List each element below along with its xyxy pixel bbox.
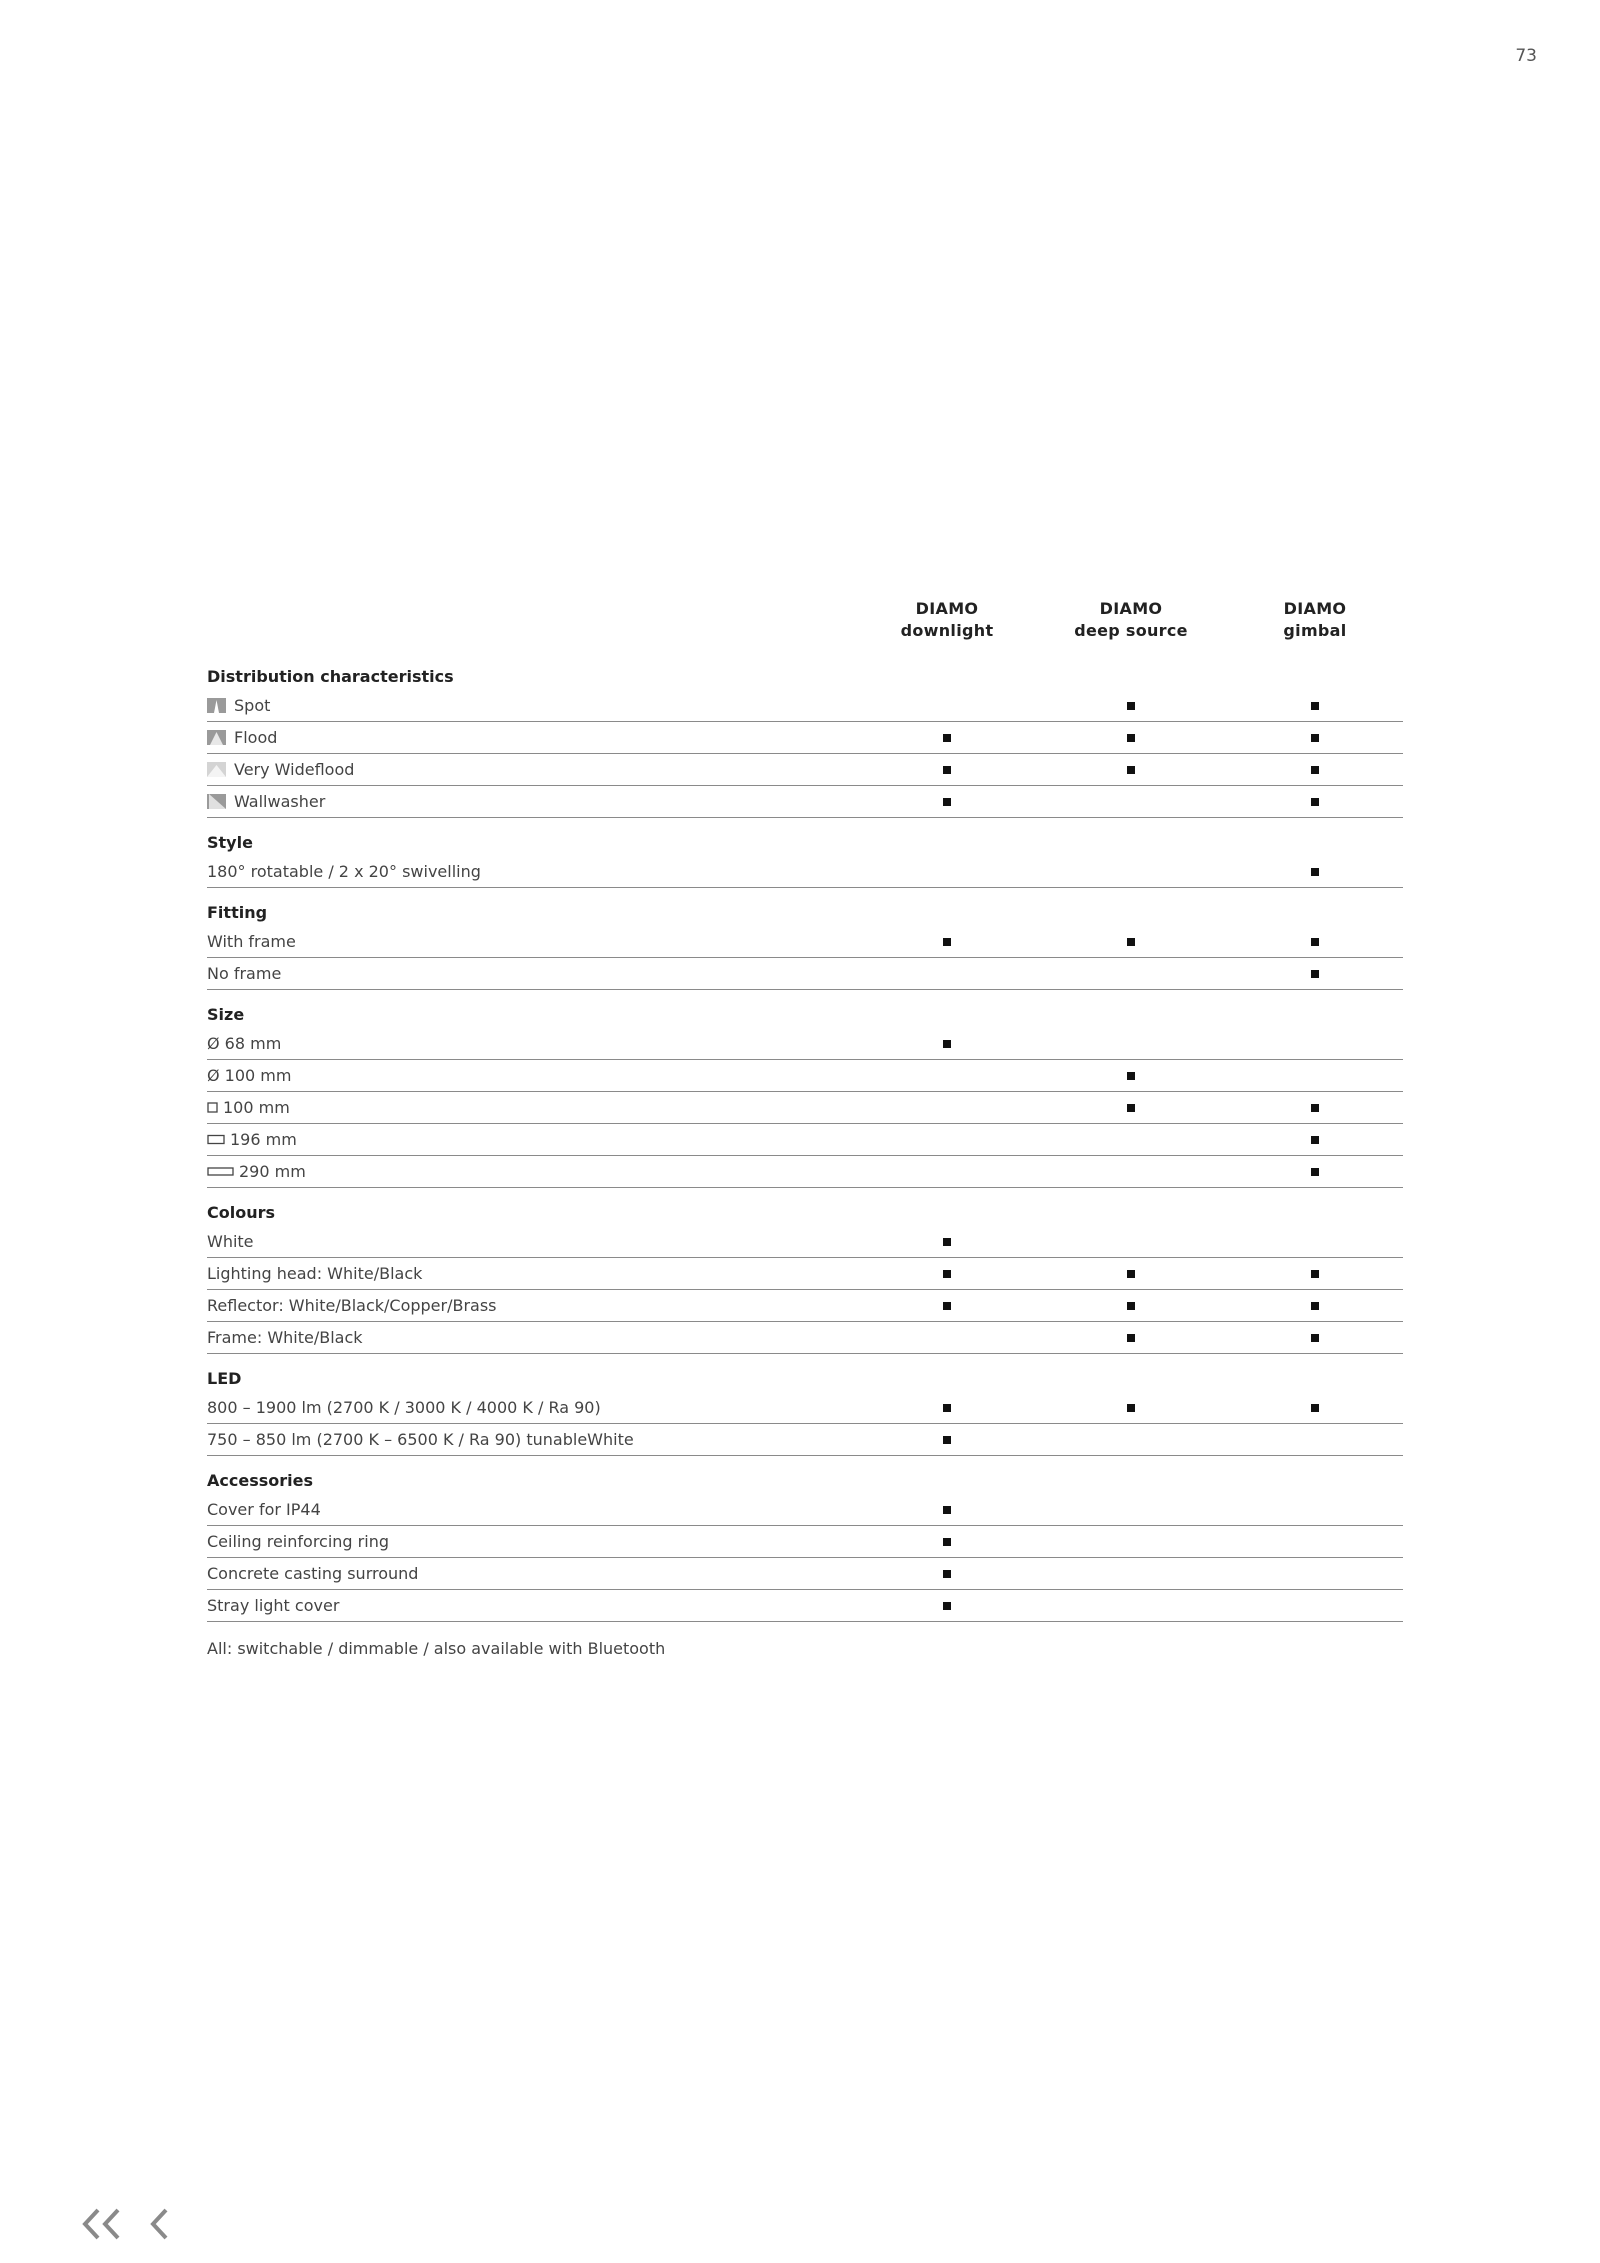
column-header-line1: DIAMO: [1099, 599, 1163, 618]
availability-mark: [943, 1404, 951, 1412]
row-label-wrap: [207, 1226, 254, 1257]
availability-mark: [1311, 766, 1319, 774]
row-label-wrap: [207, 1322, 363, 1353]
table-row: [207, 1392, 1403, 1424]
wide-rectangle-icon: [207, 1166, 234, 1177]
group-title: Fitting: [207, 903, 268, 922]
row-label: Concrete casting surround: [207, 1564, 419, 1583]
bottom-navigation: [80, 2207, 172, 2245]
availability-mark: [1311, 1104, 1319, 1112]
row-label-wrap: [207, 1028, 281, 1059]
row-label: White: [207, 1232, 254, 1251]
column-header: [1041, 598, 1221, 642]
group-title: Distribution characteristics: [207, 667, 454, 686]
row-label: 196 mm: [230, 1130, 297, 1149]
table-row: [207, 1290, 1403, 1322]
table-row: [207, 1526, 1403, 1558]
wallwasher-icon: [207, 794, 226, 809]
row-label: Cover for IP44: [207, 1500, 321, 1519]
footnote: All: switchable / dimmable / also available with Bluetooth: [207, 1639, 666, 1658]
table-group: [207, 1366, 1403, 1456]
row-label: No frame: [207, 964, 282, 983]
row-label: Frame: White/Black: [207, 1328, 363, 1347]
row-label-wrap: [207, 722, 277, 753]
column-header-line2: deep source: [1074, 621, 1188, 640]
availability-mark: [943, 1270, 951, 1278]
availability-mark: [943, 798, 951, 806]
row-label: 800 – 1900 lm (2700 K / 3000 K / 4000 K / Ra 90): [207, 1398, 601, 1417]
table-row: [207, 1424, 1403, 1456]
column-header-line1: DIAMO: [1283, 599, 1347, 618]
availability-mark: [1311, 868, 1319, 876]
availability-mark: [943, 1040, 951, 1048]
row-label-wrap: [207, 1558, 418, 1589]
availability-mark: [1311, 1404, 1319, 1412]
availability-mark: [1127, 1302, 1135, 1310]
availability-mark: [1311, 938, 1319, 946]
table-body: [207, 664, 1403, 1622]
availability-mark: [1311, 1136, 1319, 1144]
group-title: Size: [207, 1005, 245, 1024]
availability-mark: [1127, 1404, 1135, 1412]
row-label: 100 mm: [223, 1098, 290, 1117]
availability-mark: [1311, 1334, 1319, 1342]
table-row: [207, 1558, 1403, 1590]
availability-mark: [1311, 970, 1319, 978]
spot-icon: [207, 698, 226, 713]
table-row: [207, 1092, 1403, 1124]
row-label: Flood: [234, 728, 278, 747]
availability-mark: [943, 1238, 951, 1246]
flood-icon: [207, 730, 226, 745]
square-icon: [207, 1102, 218, 1113]
group-title: LED: [207, 1369, 242, 1388]
availability-mark: [1311, 798, 1319, 806]
row-label-wrap: [207, 1590, 339, 1621]
table-row: [207, 926, 1403, 958]
table-group: [207, 664, 1403, 818]
table-row: [207, 1156, 1403, 1188]
availability-mark: [1311, 1270, 1319, 1278]
table-row: [207, 1258, 1403, 1290]
column-header-line1: DIAMO: [915, 599, 979, 618]
row-label-wrap: [207, 958, 281, 989]
row-label-wrap: [207, 1290, 497, 1321]
comparison-table: [207, 598, 1403, 1664]
very-wideflood-icon: [207, 762, 226, 777]
table-group: [207, 830, 1403, 888]
row-label-wrap: [207, 1060, 291, 1091]
column-header: [1225, 598, 1405, 642]
availability-mark: [943, 734, 951, 742]
availability-mark: [1127, 938, 1135, 946]
row-label-wrap: [207, 1092, 290, 1123]
table-row: [207, 754, 1403, 786]
table-row: [207, 1028, 1403, 1060]
row-label: Very Wideflood: [234, 760, 355, 779]
row-label-wrap: [207, 1494, 321, 1525]
row-label-wrap: [207, 690, 270, 721]
chevron-left-icon[interactable]: [148, 2207, 172, 2245]
double-chevron-left-icon[interactable]: [80, 2207, 124, 2245]
availability-mark: [1127, 1334, 1135, 1342]
table-group: [207, 1002, 1403, 1188]
row-label: With frame: [207, 932, 296, 951]
row-label-wrap: [207, 1258, 422, 1289]
row-label: Lighting head: White/Black: [207, 1264, 423, 1283]
row-label-wrap: [207, 786, 325, 817]
availability-mark: [943, 938, 951, 946]
availability-mark: [943, 1506, 951, 1514]
availability-mark: [1311, 1302, 1319, 1310]
page-number: 73: [1515, 46, 1537, 66]
table-group: [207, 900, 1403, 990]
column-header-line2: downlight: [900, 621, 994, 640]
table-row: [207, 1124, 1403, 1156]
table-row: [207, 958, 1403, 990]
row-label: Ø 100 mm: [207, 1066, 292, 1085]
column-header-line2: gimbal: [1283, 621, 1347, 640]
availability-mark: [1311, 734, 1319, 742]
group-title: Colours: [207, 1203, 276, 1222]
availability-mark: [1127, 734, 1135, 742]
row-label: Ø 68 mm: [207, 1034, 282, 1053]
table-row: [207, 1226, 1403, 1258]
table-row: [207, 722, 1403, 754]
availability-mark: [1127, 1270, 1135, 1278]
table-group: [207, 1468, 1403, 1622]
availability-mark: [1311, 1168, 1319, 1176]
availability-mark: [943, 1302, 951, 1310]
table-row: [207, 1494, 1403, 1526]
row-label: 750 – 850 lm (2700 K – 6500 K / Ra 90) tunableWhite: [207, 1430, 634, 1449]
table-row: [207, 1060, 1403, 1092]
availability-mark: [1127, 702, 1135, 710]
row-label-wrap: [207, 1526, 389, 1557]
column-headers: [207, 598, 1403, 664]
row-label: 290 mm: [239, 1162, 306, 1181]
availability-mark: [1127, 1104, 1135, 1112]
row-label-wrap: [207, 1424, 634, 1455]
availability-mark: [1311, 702, 1319, 710]
table-row: [207, 856, 1403, 888]
availability-mark: [1127, 766, 1135, 774]
row-label: Reflector: White/Black/Copper/Brass: [207, 1296, 497, 1315]
table-row: [207, 1322, 1403, 1354]
row-label: Stray light cover: [207, 1596, 340, 1615]
row-label: Spot: [234, 696, 271, 715]
row-label-wrap: [207, 856, 481, 887]
availability-mark: [943, 1602, 951, 1610]
table-group: [207, 1200, 1403, 1354]
group-title: Style: [207, 833, 253, 852]
row-label: Wallwasher: [234, 792, 326, 811]
rectangle-icon: [207, 1134, 225, 1145]
row-label: 180° rotatable / 2 x 20° swivelling: [207, 862, 481, 881]
row-label-wrap: [207, 1156, 306, 1187]
row-label-wrap: [207, 1124, 297, 1155]
availability-mark: [943, 1538, 951, 1546]
column-header: [857, 598, 1037, 642]
row-label-wrap: [207, 926, 296, 957]
table-row: [207, 690, 1403, 722]
availability-mark: [1127, 1072, 1135, 1080]
group-title: Accessories: [207, 1471, 313, 1490]
availability-mark: [943, 766, 951, 774]
row-label-wrap: [207, 754, 354, 785]
row-label: Ceiling reinforcing ring: [207, 1532, 389, 1551]
table-row: [207, 786, 1403, 818]
availability-mark: [943, 1570, 951, 1578]
table-row: [207, 1590, 1403, 1622]
availability-mark: [943, 1436, 951, 1444]
row-label-wrap: [207, 1392, 601, 1423]
